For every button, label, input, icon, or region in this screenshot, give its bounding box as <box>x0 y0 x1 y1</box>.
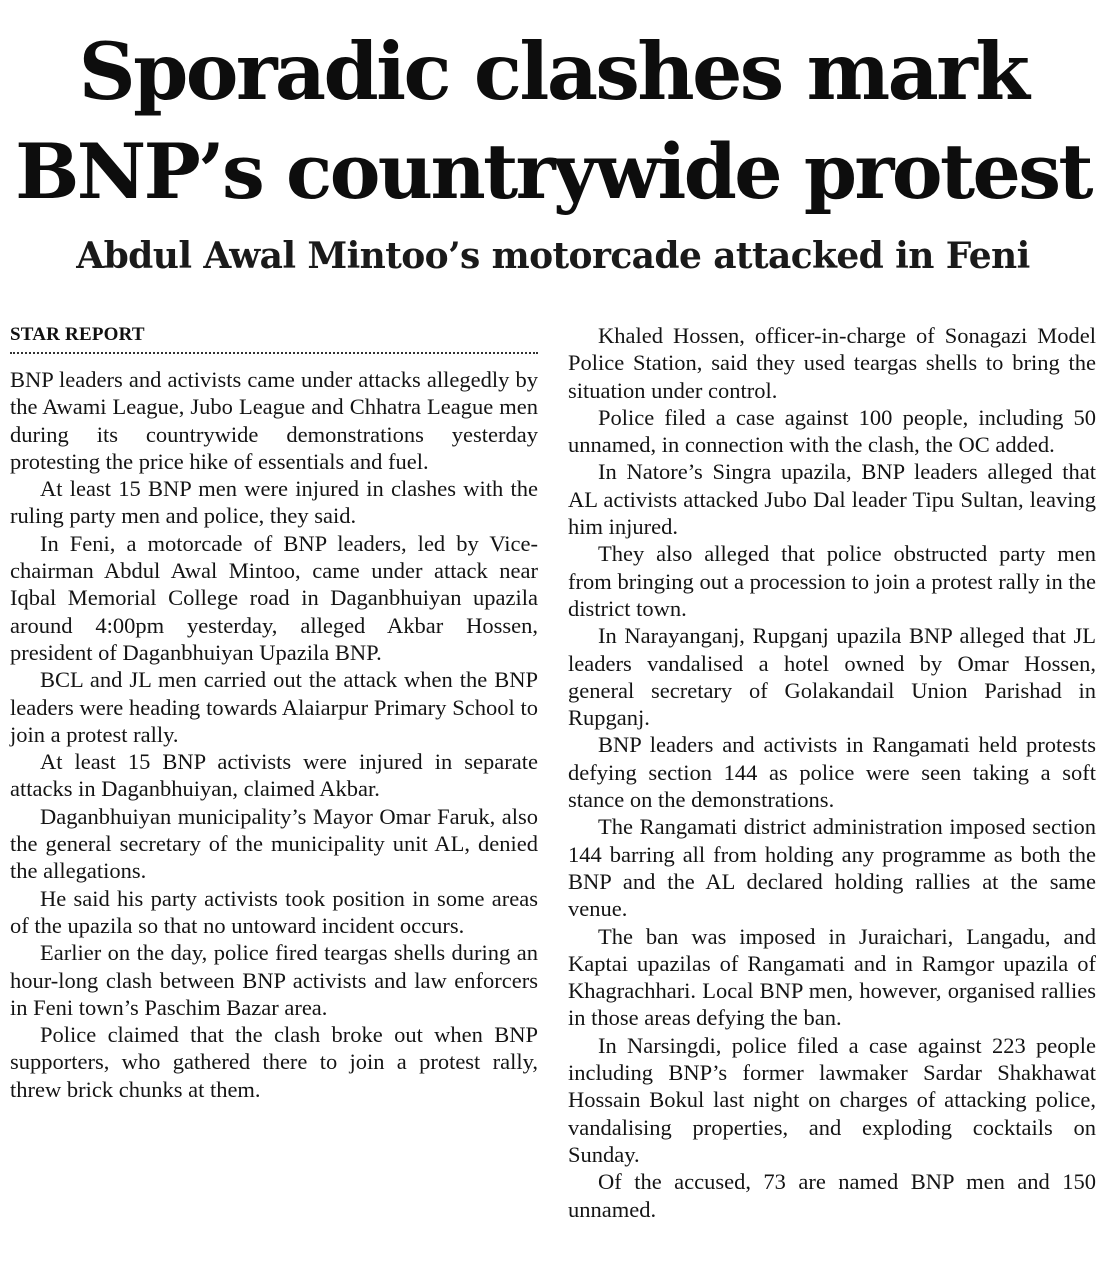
subheadline: Abdul Awal Mintoo’s motorcade attacked in Feni <box>76 235 1030 277</box>
paragraph: In Feni, a motorcade of BNP leaders, led by Vice-chairman Abdul Awal Mintoo, came under attack near Iqbal Memorial College road in Daganbhuiyan upazila around 4:00pm yesterday, alleged Akbar Hossen, president of Daganbhuiyan Upazila BNP. <box>10 530 538 665</box>
paragraph: Earlier on the day, police fired teargas shells during an hour-long clash between BNP activists and law enforcers in Feni town’s Paschim Bazar area. <box>10 940 538 1020</box>
paragraph: They also alleged that police obstructed party men from bringing out a procession to join a protest rally in the district town. <box>568 541 1096 621</box>
left-column <box>10 322 538 1223</box>
paragraph: BNP leaders and activists in Rangamati held protests defying section 144 as police were seen taking a soft stance on the demonstrations. <box>568 732 1096 813</box>
paragraph: At least 15 BNP men were injured in clashes with the ruling party men and police, they said. <box>10 476 538 529</box>
paragraph: The Rangamati district administration imposed section 144 barring all from holding any programme as both the BNP and the AL declared holding rallies at the same venue. <box>568 814 1096 922</box>
headline-line-1: Sporadic clashes mark <box>78 25 1028 118</box>
paragraph: Of the accused, 73 are named BNP men and 150 unnamed. <box>568 1169 1096 1222</box>
paragraph: Daganbhuiyan municipality’s Mayor Omar Faruk, also the general secretary of the municipality unit AL, denied the allegations. <box>10 803 538 884</box>
paragraph: At least 15 BNP activists were injured in separate attacks in Daganbhuiyan, claimed Akbar. <box>10 749 538 802</box>
paragraph: He said his party activists took position in some areas of the upazila so that no untoward incident occurs. <box>10 885 538 938</box>
paragraph: Police filed a case against 100 people, including 50 unnamed, in connection with the clash, the OC added. <box>568 404 1096 458</box>
headline-line-2: BNP’s countrywide protest <box>15 127 1091 216</box>
right-column <box>568 322 1096 1223</box>
paragraph: BCL and JL men carried out the attack when the BNP leaders were heading towards Alaiarpur Primary School to join a protest rally. <box>10 667 538 747</box>
paragraph: Khaled Hossen, officer-in-charge of Sonagazi Model Police Station, said they used teargas shells to bring the situation under control. <box>568 323 1096 403</box>
article-body <box>10 322 1096 1223</box>
paragraph: BNP leaders and activists came under attacks allegedly by the Awami League, Jubo League and Chhatra League men during its countrywide demonstrations yesterday protesting the price hike of essentials and fuel. <box>10 367 538 474</box>
paragraph: The ban was imposed in Juraichari, Langadu, and Kaptai upazilas of Rangamati and in Ramgor upazila of Khagrachhari. Local BNP men, however, organised rallies in those areas defying the ban. <box>568 923 1096 1031</box>
paragraph: In Narsingdi, police filed a case against 223 people including BNP’s former lawmaker Sardar Shakhawat Hossain Bokul last night on charges of attacking police, vandalising properties, and exploding cocktails on Sunday. <box>568 1032 1096 1167</box>
paragraph: Police claimed that the clash broke out when BNP supporters, who gathered there to join a protest rally, threw brick chunks at them. <box>10 1022 538 1102</box>
byline: STAR REPORT <box>10 322 538 354</box>
paragraph: In Narayanganj, Rupganj upazila BNP alleged that JL leaders vandalised a hotel owned by Omar Hossen, general secretary of Golakandail Union Parishad in Rupganj. <box>568 623 1096 731</box>
headline <box>10 0 1096 222</box>
paragraph: In Natore’s Singra upazila, BNP leaders alleged that AL activists attacked Jubo Dal leader Tipu Sultan, leaving him injured. <box>568 459 1096 540</box>
